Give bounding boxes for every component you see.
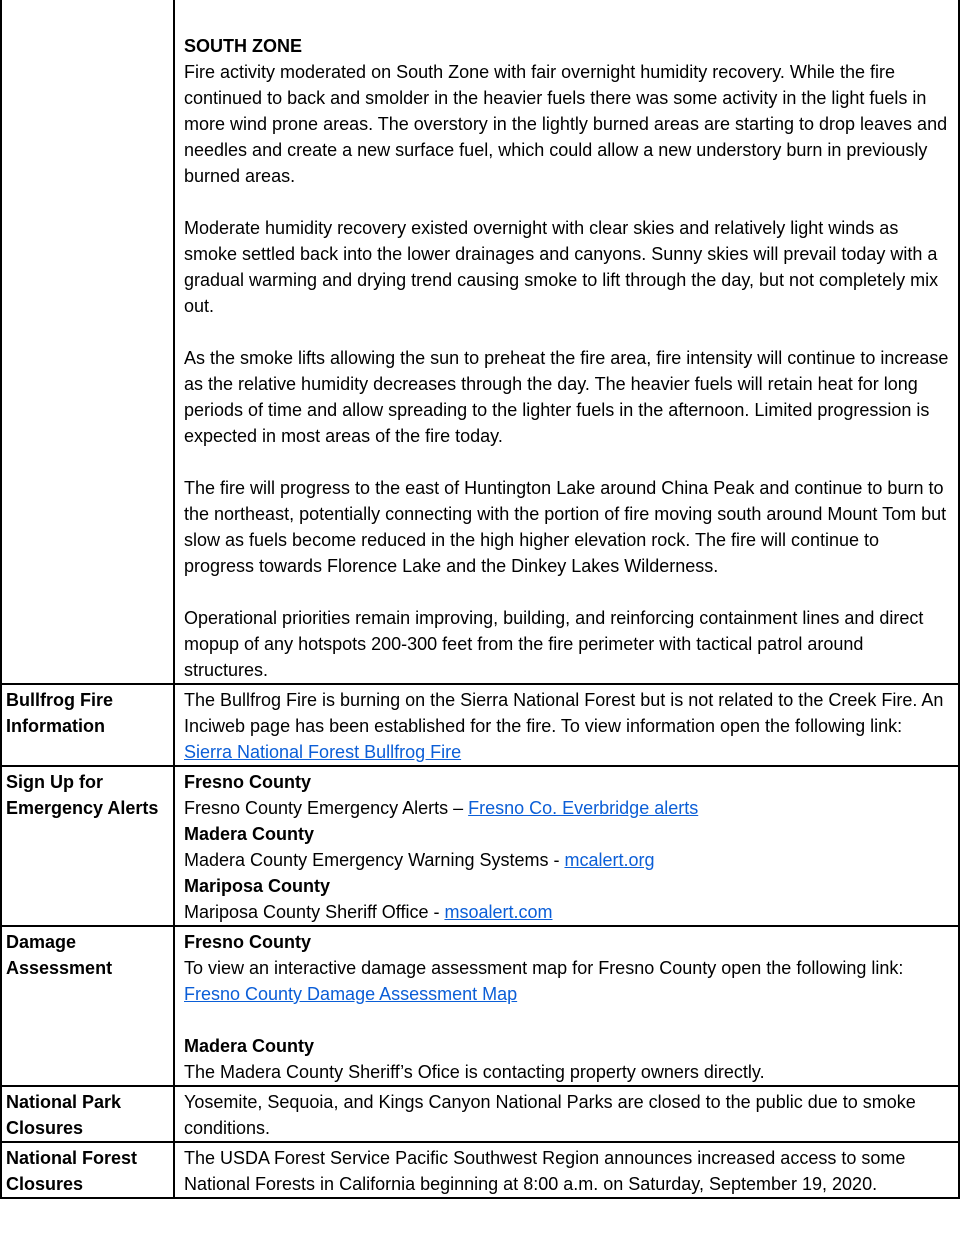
mariposa-alerts-heading: Mariposa County <box>184 876 331 896</box>
fresno-damage-heading: Fresno County <box>184 932 312 952</box>
bullfrog-link[interactable]: Sierra National Forest Bullfrog Fire <box>184 742 462 762</box>
forest-label: National Forest Closures <box>1 1142 174 1198</box>
madera-damage-text: The Madera County Sheriff’s Ofice is contacting property owners directly. <box>184 1062 765 1082</box>
msoalert-link[interactable]: msoalert.com <box>444 902 553 922</box>
bullfrog-content-cell <box>174 684 959 766</box>
fresno-everbridge-link[interactable]: Fresno Co. Everbridge alerts <box>468 798 699 818</box>
alerts-label: Sign Up for Emergency Alerts <box>1 766 174 926</box>
south-zone-label-cell <box>1 0 174 684</box>
mariposa-alerts-line <box>184 899 950 925</box>
forest-text: The USDA Forest Service Pacific Southwest Region announces increased access to some National Forests in California beginning at 8:00 a.m. on Saturday, September 19, 2020. <box>174 1142 959 1198</box>
fresno-damage-map-link[interactable]: Fresno County Damage Assessment Map <box>184 984 518 1004</box>
fresno-alerts-text: Fresno County Emergency Alerts – <box>184 798 469 818</box>
bullfrog-label: Bullfrog Fire Information <box>1 684 174 766</box>
south-zone-heading: SOUTH ZONE <box>184 36 303 56</box>
bullfrog-text: The Bullfrog Fire is burning on the Sierra National Forest but is not related to the Creek Fire. An Inciweb page has been established for the fire. To view information open the following link: <box>184 690 944 736</box>
bullfrog-row <box>1 684 959 766</box>
park-text: Yosemite, Sequoia, and Kings Canyon National Parks are closed to the public due to smoke conditions. <box>174 1086 959 1142</box>
park-row <box>1 1086 959 1142</box>
madera-alerts-text: Madera County Emergency Warning Systems - <box>184 850 565 870</box>
madera-alerts-line <box>184 847 950 873</box>
mcalert-link[interactable]: mcalert.org <box>564 850 655 870</box>
fresno-damage-line <box>184 955 950 1007</box>
south-zone-content-cell <box>174 0 959 684</box>
south-zone-paragraph: As the smoke lifts allowing the sun to preheat the fire area, fire intensity will continue to increase as the relative humidity decreases through the day. The heavier fuels will retain heat for long periods of time and allow spreading to the lighter fuels in the afternoon. Limited progression is expected in most areas of the fire today. <box>184 348 949 446</box>
madera-damage-heading: Madera County <box>184 1036 315 1056</box>
mariposa-alerts-text: Mariposa County Sheriff Office - <box>184 902 445 922</box>
fresno-alerts-line <box>184 795 950 821</box>
south-zone-paragraph: Operational priorities remain improving, building, and reinforcing containment lines and direct mopup of any hotspots 200-300 feet from the fire perimeter with tactical patrol around structures. <box>184 608 924 680</box>
alerts-row <box>1 766 959 926</box>
fresno-alerts-heading: Fresno County <box>184 772 312 792</box>
fresno-damage-text: To view an interactive damage assessment map for Fresno County open the following link: <box>184 958 904 978</box>
alerts-content-cell <box>174 766 959 926</box>
forest-row <box>1 1142 959 1198</box>
south-zone-paragraph: The fire will progress to the east of Huntington Lake around China Peak and continue to burn to the northeast, potentially connecting with the portion of fire moving south around Mount Tom but slow as fuels become reduced in the high higher elevation rock. The fire will continue to progress towards Florence Lake and the Dinkey Lakes Wilderness. <box>184 478 947 576</box>
south-zone-paragraph: Fire activity moderated on South Zone with fair overnight humidity recovery. While the fire continued to back and smolder in the heavier fuels there was some activity in the light fuels in more wind prone areas. The overstory in the lightly burned areas are starting to drop leaves and needles and create a new surface fuel, which could allow a new understory burn in previously burned areas. <box>184 62 948 186</box>
damage-row <box>1 926 959 1086</box>
park-label: National Park Closures <box>1 1086 174 1142</box>
south-zone-paragraph: Moderate humidity recovery existed overnight with clear skies and relatively light winds as smoke settled back into the lower drainages and canyons. Sunny skies will prevail today with a gradual warming and drying trend causing smoke to lift through the day, but not completely mix out. <box>184 218 939 316</box>
damage-content-cell <box>174 926 959 1086</box>
damage-label: Damage Assessment <box>1 926 174 1086</box>
south-zone-row <box>1 0 959 684</box>
madera-alerts-heading: Madera County <box>184 824 315 844</box>
